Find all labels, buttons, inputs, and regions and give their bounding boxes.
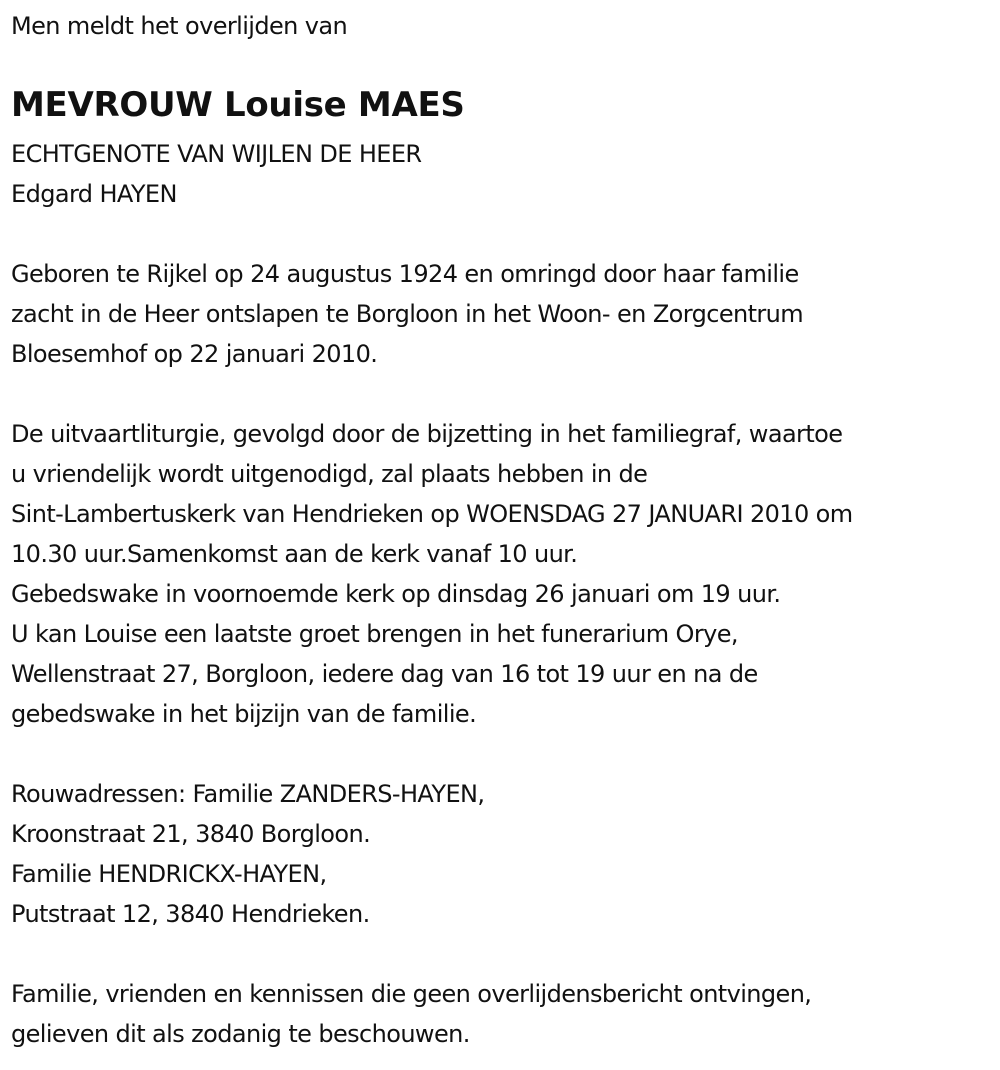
address-line: Putstraat 12, 3840 Hendrieken. xyxy=(11,900,370,928)
funeral-paragraph xyxy=(11,414,853,734)
paragraph-line: zacht in de Heer ontslapen te Borgloon in het Woon- en Zorgcentrum xyxy=(11,300,804,328)
paragraph-line: U kan Louise een laatste groet brengen in het funerarium Orye, xyxy=(11,620,738,648)
mourning-addresses xyxy=(11,774,484,934)
paragraph-line: gebedswake in het bijzijn van de familie. xyxy=(11,700,477,728)
deceased-name: MEVROUW Louise MAES xyxy=(11,85,465,125)
paragraph-line: Wellenstraat 27, Borgloon, iedere dag van 16 tot 19 uur en na de xyxy=(11,660,758,688)
paragraph-line: Geboren te Rijkel op 24 augustus 1924 en omringd door haar familie xyxy=(11,260,799,288)
paragraph-line: u vriendelijk wordt uitgenodigd, zal plaats hebben in de xyxy=(11,460,648,488)
paragraph-line: 10.30 uur.Samenkomst aan de kerk vanaf 10 uur. xyxy=(11,540,578,568)
spouse-line: ECHTGENOTE VAN WIJLEN DE HEER xyxy=(11,140,422,168)
closing-paragraph xyxy=(11,974,811,1054)
address-line: Kroonstraat 21, 3840 Borgloon. xyxy=(11,820,371,848)
birth-death-paragraph xyxy=(11,254,803,374)
intro-text: Men meldt het overlijden van xyxy=(11,12,348,40)
address-line: Rouwadressen: Familie ZANDERS-HAYEN, xyxy=(11,780,485,808)
paragraph-line: Bloesemhof op 22 januari 2010. xyxy=(11,340,378,368)
address-line: Familie HENDRICKX-HAYEN, xyxy=(11,860,327,888)
paragraph-line: De uitvaartliturgie, gevolgd door de bijzetting in het familiegraf, waartoe xyxy=(11,420,843,448)
paragraph-line: Sint-Lambertuskerk van Hendrieken op WOENSDAG 27 JANUARI 2010 om xyxy=(11,500,853,528)
paragraph-line: Familie, vrienden en kennissen die geen overlijdensbericht ontvingen, xyxy=(11,980,812,1008)
paragraph-line: Gebedswake in voornoemde kerk op dinsdag 26 januari om 19 uur. xyxy=(11,580,781,608)
paragraph-line: gelieven dit als zodanig te beschouwen. xyxy=(11,1020,470,1048)
spouse-line: Edgard HAYEN xyxy=(11,180,177,208)
spouse-section xyxy=(11,134,422,214)
